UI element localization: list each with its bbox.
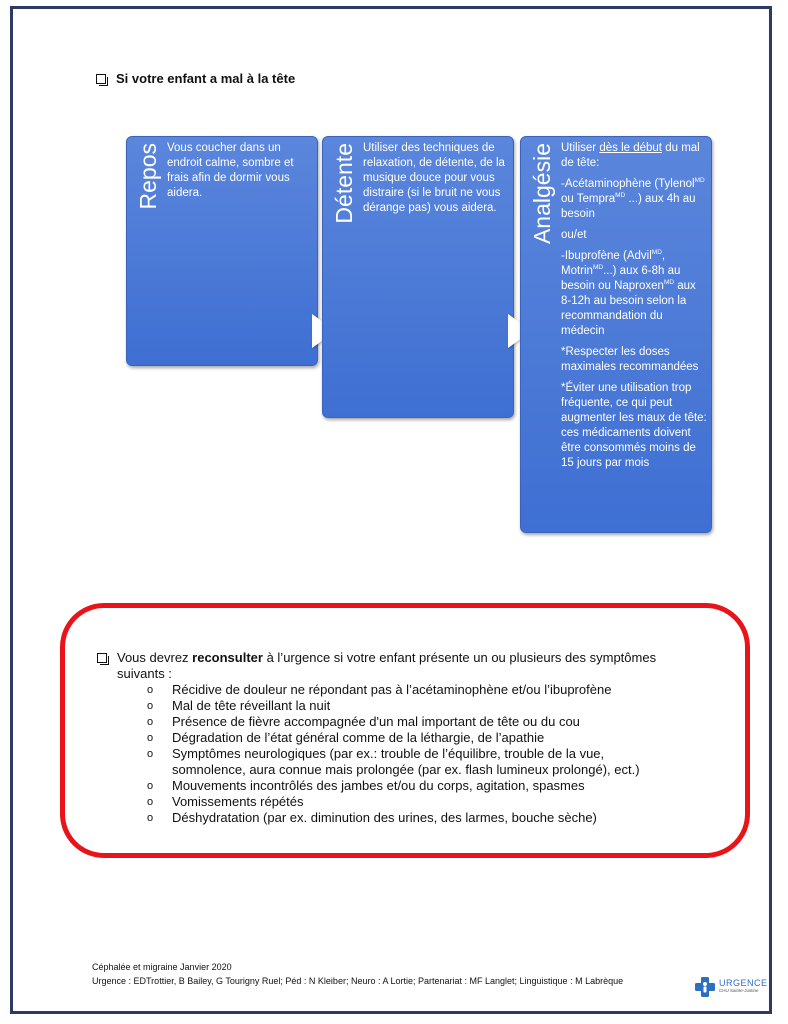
detente-description: Utiliser des techniques de relaxation, de détente, de la musique douce pour vous distraire (si le bruit ne vous dérange pas) vous aidera. bbox=[363, 142, 505, 214]
analgesie-paragraph bbox=[561, 141, 707, 171]
trademark-sup: MD bbox=[663, 279, 675, 286]
medical-cross-icon bbox=[694, 976, 716, 998]
urgence-logo bbox=[694, 976, 768, 998]
list-item: o Symptômes neurologiques (par ex.: trouble de l’équilibre, trouble de la vue, somnolence, aura connue mais prolongée (par ex. flash lumineux prolongé), ect.) bbox=[147, 746, 657, 778]
list-item: o Déshydratation (par ex. diminution des urines, des larmes, bouche sèche) bbox=[147, 810, 657, 826]
repos-description: Vous coucher dans un endroit calme, sombre et frais afin de dormir vous aidera. bbox=[167, 142, 294, 199]
heading-text: Si votre enfant a mal à la tête bbox=[116, 71, 296, 86]
frequency-note: *Éviter une utilisation trop fréquente, ce qui peut augmenter les maux de tête: ces médicaments doivent être consommés moins de 15 jours par mois bbox=[561, 382, 707, 469]
list-item: o Mouvements incontrôlés des jambes et/ou du corps, agitation, spasmes bbox=[147, 778, 657, 794]
reconsulter-bold: reconsulter bbox=[192, 650, 263, 665]
text-span: aux 8-12h au besoin selon la recommandation du médecin bbox=[561, 280, 696, 337]
trademark-sup: MD bbox=[592, 264, 604, 271]
underlined-text: dès le début bbox=[599, 142, 663, 154]
logo-text bbox=[719, 979, 768, 995]
list-item: o Récidive de douleur ne répondant pas à l’acétaminophène et/ou l’ibuprofène bbox=[147, 682, 657, 698]
detente-title: Détente bbox=[331, 143, 357, 224]
list-item: o Vomissements répétés bbox=[147, 794, 657, 810]
trademark-sup: MD bbox=[694, 177, 705, 184]
trademark-sup: MD bbox=[651, 249, 662, 256]
repos-title: Repos bbox=[135, 143, 161, 210]
checkbox-bullet-icon bbox=[96, 74, 106, 84]
warning-intro bbox=[97, 650, 657, 682]
repos-box bbox=[126, 136, 318, 366]
text-span: ou Tempra bbox=[561, 193, 616, 205]
detente-box bbox=[322, 136, 514, 418]
list-item: o Présence de fièvre accompagnée d'un mal important de tête ou du cou bbox=[147, 714, 657, 730]
list-item: o Mal de tête réveillant la nuit bbox=[147, 698, 657, 714]
text-span: à l’urgence si votre enfant présente un ou plusieurs des symptômes suivants : bbox=[117, 650, 657, 681]
text-span: , Motrin bbox=[561, 250, 666, 277]
text-span: -Acétaminophène (Tylenol bbox=[561, 178, 695, 190]
acetaminophene-paragraph bbox=[561, 177, 707, 222]
text-span: ...) aux 6-8h au besoin ou Naproxen bbox=[561, 265, 681, 292]
warning-intro-text bbox=[117, 650, 657, 682]
or-paragraph: ou/et bbox=[561, 229, 587, 241]
trademark-sup: MD bbox=[615, 192, 626, 199]
section-heading bbox=[96, 71, 295, 86]
ibuprofene-paragraph bbox=[561, 249, 707, 339]
footer-credits: Urgence : EDTrottier, B Bailey, G Tourigny Ruel; Péd : N Kleiber; Neuro : A Lortie; Partenariat : MF Langlet; Linguistique : M Labrèque bbox=[92, 976, 624, 986]
repos-text bbox=[167, 141, 313, 201]
detente-text bbox=[363, 141, 509, 216]
analgesie-box bbox=[520, 136, 712, 533]
text-span: du mal de tête: bbox=[561, 142, 700, 169]
text-span: ...) aux 4h au besoin bbox=[561, 193, 696, 220]
warning-section bbox=[97, 650, 657, 826]
checkbox-bullet-icon bbox=[97, 653, 107, 663]
text-span: Utiliser bbox=[561, 142, 600, 154]
text-span: Vous devrez bbox=[117, 650, 193, 665]
analgesie-text bbox=[561, 141, 707, 477]
doses-note: *Respecter les doses maximales recommandées bbox=[561, 346, 699, 373]
symptom-list bbox=[97, 682, 657, 826]
footer bbox=[92, 960, 623, 988]
logo-subtitle: CHU Sainte-Justine bbox=[719, 988, 759, 993]
text-span: -Ibuprofène (Advil bbox=[561, 250, 652, 262]
analgesie-title: Analgésie bbox=[529, 143, 555, 245]
footer-title: Céphalée et migraine Janvier 2020 bbox=[92, 962, 232, 972]
logo-name: URGENCE bbox=[719, 978, 768, 988]
list-item: o Dégradation de l’état général comme de la léthargie, de l’apathie bbox=[147, 730, 657, 746]
